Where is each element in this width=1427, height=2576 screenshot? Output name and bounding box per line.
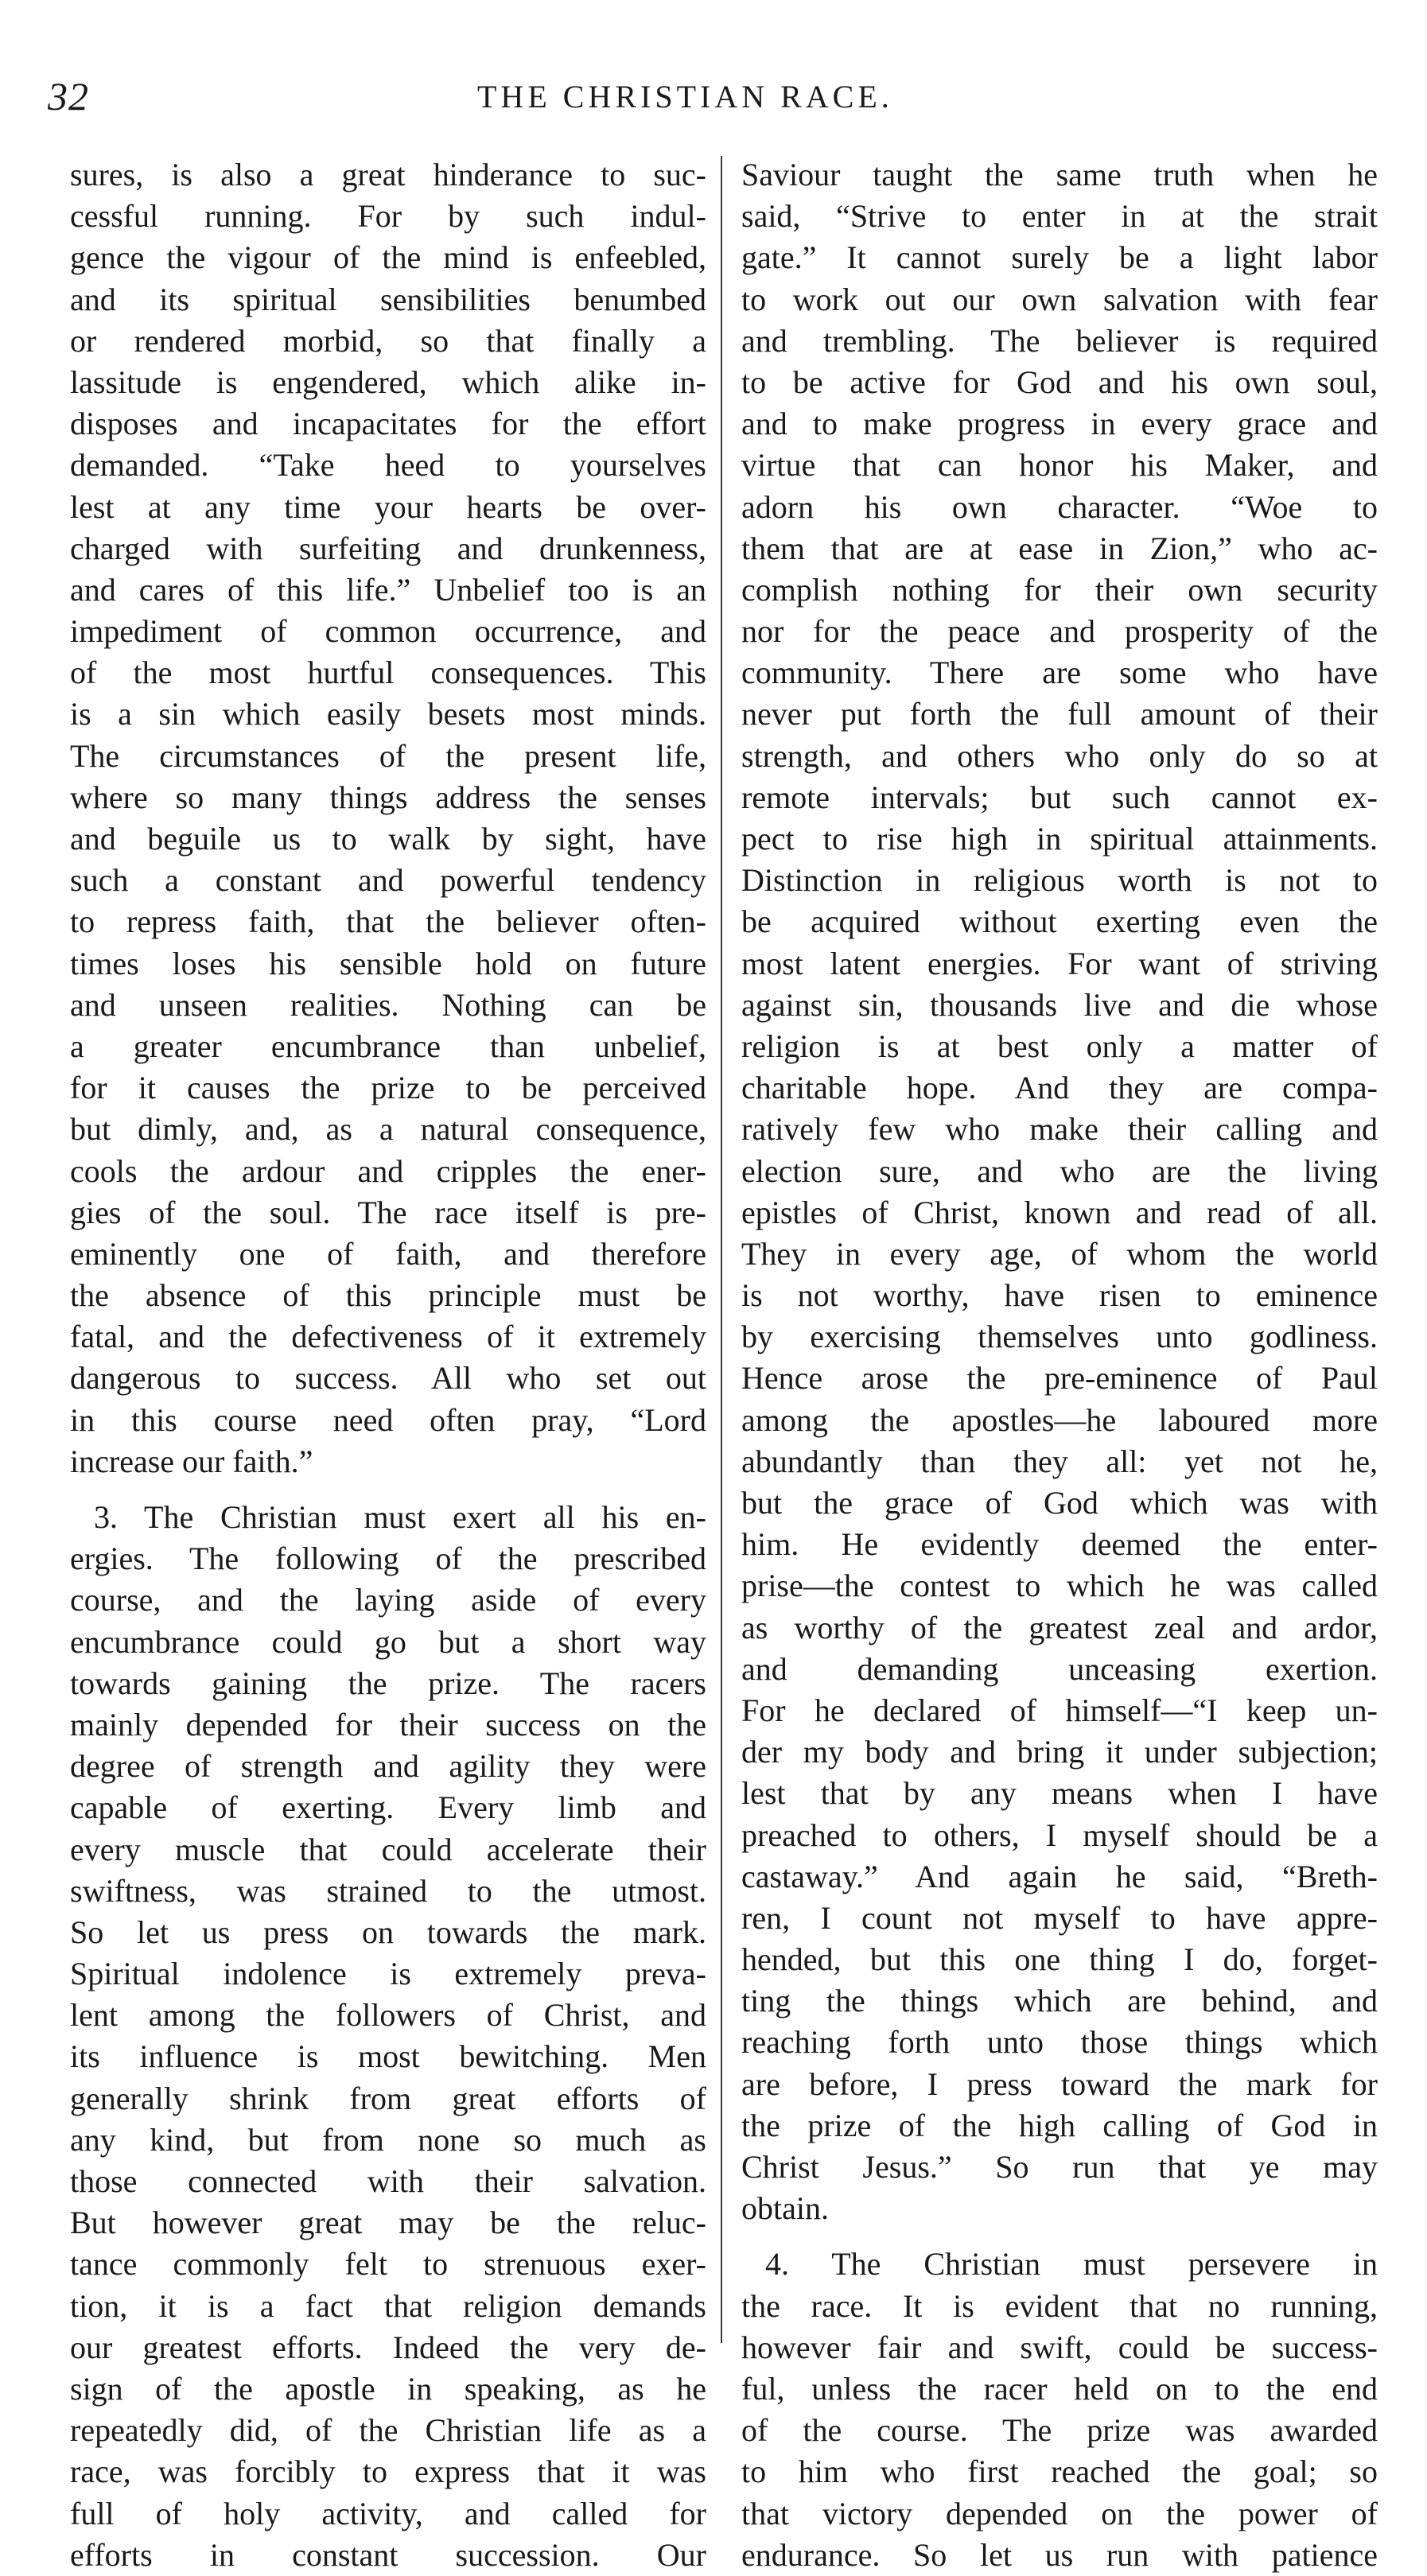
text-line: ergies. The following of the prescribed	[70, 1541, 706, 1577]
text-line: cessful running. For by such indul-	[70, 198, 706, 235]
text-line: sures, is also a great hinderance to suc-	[70, 157, 706, 192]
text-line: be acquired without exerting even the	[741, 903, 1378, 940]
text-line: tance commonly felt to strenuous exer-	[70, 2246, 706, 2283]
text-line: and beguile us to walk by sight, have	[70, 821, 706, 857]
text-line: dangerous to success. All who set out	[70, 1360, 706, 1397]
text-line: to work out our own salvation with fear	[741, 281, 1378, 317]
text-line: as worthy of the greatest zeal and ardor,	[741, 1609, 1378, 1645]
text-line: in this course need often pray, “Lord	[70, 1401, 706, 1438]
text-line: but the grace of God which was with	[741, 1485, 1378, 1521]
text-line: ful, unless the racer held on to the end	[741, 2370, 1378, 2407]
text-line: and demanding unceasing exertion.	[741, 1650, 1378, 1687]
text-line: For he declared of himself—“I keep un-	[741, 1692, 1378, 1728]
text-line: and its spiritual sensibilities benumbed	[70, 281, 706, 317]
text-line: the race. It is evident that no running,	[741, 2287, 1378, 2324]
text-line: where so many things address the senses	[70, 779, 706, 815]
text-line: degree of strength and agility they were	[70, 1748, 706, 1785]
text-line: charged with surfeiting and drunkenness,	[70, 530, 706, 566]
text-line: cools the ardour and cripples the ener-	[70, 1152, 706, 1189]
section-3-first-line: 3. The Christian must exert all his en-	[94, 1499, 706, 1535]
text-line: efforts in constant succession. Our	[70, 2536, 706, 2573]
text-line: Christ Jesus.” So run that ye may	[741, 2149, 1378, 2185]
text-line: endurance. So let us run with patience	[741, 2536, 1378, 2573]
text-line: him. He evidently deemed the enter-	[741, 1526, 1378, 1563]
text-line: that victory depended on the power of	[741, 2495, 1378, 2531]
text-line: its influence is most bewitching. Men	[70, 2038, 706, 2075]
text-line: So let us press on towards the mark.	[70, 1914, 706, 1950]
text-line: sign of the apostle in speaking, as he	[70, 2370, 706, 2407]
text-line: epistles of Christ, known and read of all.	[741, 1194, 1378, 1230]
column-divider	[721, 156, 722, 2343]
text-line: community. There are some who have	[741, 655, 1378, 691]
text-line: full of holy activity, and called for	[70, 2495, 706, 2531]
text-line: demanded. “Take heed to yourselves	[70, 447, 706, 484]
text-line: lest that by any means when I have	[741, 1775, 1378, 1812]
text-line: and to make progress in every grace and	[741, 406, 1378, 442]
text-line: and unseen realities. Nothing can be	[70, 986, 706, 1023]
text-line: gies of the soul. The race itself is pre-	[70, 1194, 706, 1230]
text-line: is a sin which easily besets most minds.	[70, 696, 706, 732]
text-line: against sin, thousands live and die whose	[741, 986, 1378, 1023]
text-line: the absence of this principle must be	[70, 1277, 706, 1314]
text-line: election sure, and who are the living	[741, 1152, 1378, 1189]
text-line: impediment of common occurrence, and	[70, 613, 706, 650]
text-line: But however great may be the reluc-	[70, 2205, 706, 2241]
text-line: ratively few who make their calling and	[741, 1111, 1378, 1148]
text-line: reaching forth unto those things which	[741, 2024, 1378, 2061]
text-line: preached to others, I myself should be a	[741, 1816, 1378, 1853]
text-line: gate.” It cannot surely be a light labor	[741, 239, 1378, 276]
left-column	[70, 154, 706, 2576]
text-line: race, was forcibly to express that it was	[70, 2454, 706, 2490]
text-line: by exercising themselves unto godliness.	[741, 1319, 1378, 1355]
text-line: a greater encumbrance than unbelief,	[70, 1028, 706, 1064]
text-line: however fair and swift, could be success-	[741, 2329, 1378, 2365]
text-line: times loses his sensible hold on future	[70, 945, 706, 981]
text-line: towards gaining the prize. The racers	[70, 1665, 706, 1701]
text-line: gence the vigour of the mind is enfeebled,	[70, 239, 706, 276]
text-line: ren, I count not myself to have appre-	[741, 1899, 1378, 1936]
text-line: The circumstances of the present life,	[70, 737, 706, 774]
text-line: disposes and incapacitates for the effort	[70, 406, 706, 442]
text-line: our greatest efforts. Indeed the very de-	[70, 2329, 706, 2365]
text-line: encumbrance could go but a short way	[70, 1623, 706, 1660]
text-line: eminently one of faith, and therefore	[70, 1235, 706, 1272]
text-line: charitable hope. And they are compa-	[741, 1070, 1378, 1106]
right-column	[741, 154, 1378, 2576]
text-line: nor for the peace and prosperity of the	[741, 613, 1378, 650]
text-line: Distinction in religious worth is not to	[741, 862, 1378, 899]
text-line: such a constant and powerful tendency	[70, 862, 706, 899]
text-line: every muscle that could accelerate their	[70, 1831, 706, 1867]
text-line: them that are at ease in Zion,” who ac-	[741, 530, 1378, 566]
text-line: strength, and others who only do so at	[741, 737, 1378, 774]
text-line: mainly depended for their success on the	[70, 1706, 706, 1743]
text-line: remote intervals; but such cannot ex-	[741, 779, 1378, 815]
text-line: to be active for God and his own soul,	[741, 363, 1378, 400]
text-line: complish nothing for their own security	[741, 571, 1378, 608]
text-line: Saviour taught the same truth when he	[741, 157, 1378, 192]
text-line: generally shrink from great efforts of	[70, 2080, 706, 2116]
text-line: capable of exerting. Every limb and	[70, 1789, 706, 1826]
text-line: lest at any time your hearts be over-	[70, 488, 706, 525]
text-line: tion, it is a fact that religion demands	[70, 2287, 706, 2324]
text-line: Spiritual indolence is extremely preva-	[70, 1956, 706, 1992]
text-line: of the course. The prize was awarded	[741, 2412, 1378, 2449]
text-line: any kind, but from none so much as	[70, 2121, 706, 2158]
running-head	[48, 73, 1352, 129]
text-line: to him who first reached the goal; so	[741, 2454, 1378, 2490]
text-line: are before, I press toward the mark for	[741, 2065, 1378, 2102]
text-line: ting the things which are behind, and	[741, 1983, 1378, 2019]
text-line: among the apostles—he laboured more	[741, 1401, 1378, 1438]
text-line: for it causes the prize to be perceived	[70, 1070, 706, 1106]
text-line: castaway.” And again he said, “Breth-	[741, 1858, 1378, 1894]
text-line: the prize of the high calling of God in	[741, 2107, 1378, 2143]
text-line: and trembling. The believer is required	[741, 322, 1378, 359]
text-line: swiftness, was strained to the utmost.	[70, 1872, 706, 1909]
text-line: to repress faith, that the believer often-	[70, 903, 706, 940]
text-line: course, and the laying aside of every	[70, 1582, 706, 1618]
text-line: those connected with their salvation.	[70, 2163, 706, 2199]
text-line: pect to rise high in spiritual attainments.	[741, 821, 1378, 857]
text-line: der my body and bring it under subjection;	[741, 1734, 1378, 1770]
text-line: but dimly, and, as a natural consequence,	[70, 1111, 706, 1148]
text-line: lassitude is engendered, which alike in-	[70, 363, 706, 400]
paragraph-end-line: increase our faith.”	[70, 1443, 313, 1479]
text-line: repeatedly did, of the Christian life as a	[70, 2412, 706, 2449]
text-line: virtue that can honor his Maker, and	[741, 447, 1378, 484]
paragraph-end-line: obtain.	[741, 2190, 829, 2227]
section-4-first-line: 4. The Christian must persevere in	[765, 2246, 1378, 2283]
text-line: never put forth the full amount of their	[741, 696, 1378, 732]
text-line: adorn his own character. “Woe to	[741, 488, 1378, 525]
text-line: most latent energies. For want of striving	[741, 945, 1378, 981]
text-line: They in every age, of whom the world	[741, 1235, 1378, 1272]
text-line: hended, but this one thing I do, forget-	[741, 1941, 1378, 1978]
text-line: fatal, and the defectiveness of it extremely	[70, 1319, 706, 1355]
text-line: Hence arose the pre-eminence of Paul	[741, 1360, 1378, 1397]
text-line: of the most hurtful consequences. This	[70, 655, 706, 691]
text-line: religion is at best only a matter of	[741, 1028, 1378, 1064]
text-line: and cares of this life.” Unbelief too is an	[70, 571, 706, 608]
page-number: 32	[48, 74, 89, 119]
text-line: prise—the contest to which he was called	[741, 1568, 1378, 1604]
running-title: THE CHRISTIAN RACE.	[477, 79, 893, 115]
text-line: or rendered morbid, so that finally a	[70, 322, 706, 359]
text-line: abundantly than they all: yet not he,	[741, 1443, 1378, 1479]
text-line: is not worthy, have risen to eminence	[741, 1277, 1378, 1314]
text-line: said, “Strive to enter in at the strait	[741, 198, 1378, 235]
text-line: lent among the followers of Christ, and	[70, 1997, 706, 2034]
